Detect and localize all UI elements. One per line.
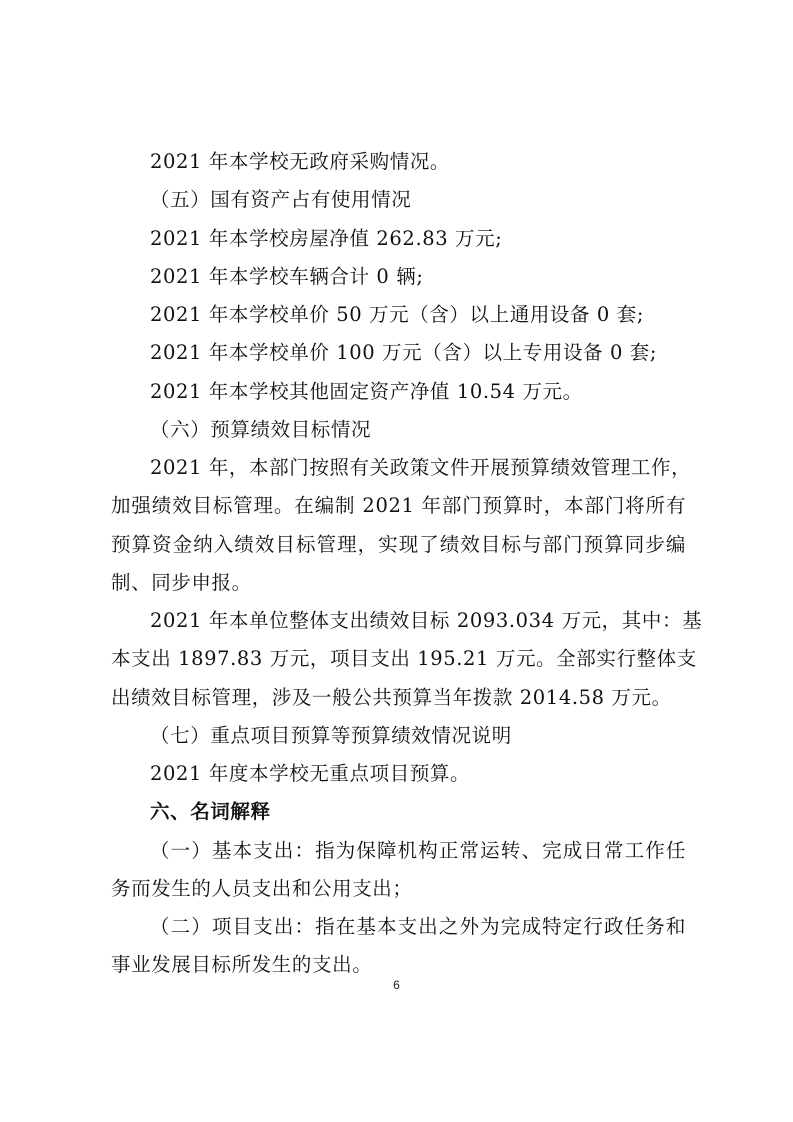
- paragraph-line: 加强绩效目标管理。在编制 2021 年部门预算时，本部门将所有: [111, 494, 686, 517]
- section-heading-glossary: 六、名词解释: [150, 800, 271, 823]
- text-line-procurement: 2021 年本学校无政府采购情况。: [150, 150, 451, 173]
- paragraph-line: 制、同步申报。: [111, 571, 252, 594]
- text-line-vehicles: 2021 年本学校车辆合计 0 辆;: [150, 265, 424, 288]
- heading-key-projects: （七）重点项目预算等预算绩效情况说明: [150, 724, 512, 747]
- paragraph-line: 2021 年，本部门按照有关政策文件开展预算绩效管理工作，: [150, 456, 692, 479]
- text-line-no-key-projects: 2021 年度本学校无重点项目预算。: [150, 762, 471, 785]
- paragraph-line: 2021 年本单位整体支出绩效目标 2093.034 万元，其中：基: [150, 609, 703, 632]
- text-line-building-value: 2021 年本学校房屋净值 262.83 万元;: [150, 227, 503, 250]
- page-number: 6: [393, 978, 400, 992]
- glossary-basic-expenditure-cont: 务而发生的人员支出和公用支出；: [111, 877, 413, 900]
- text-line-other-fixed-assets: 2021 年本学校其他固定资产净值 10.54 万元。: [150, 380, 583, 403]
- paragraph-line: 本支出 1897.83 万元，项目支出 195.21 万元。全部实行整体支: [111, 647, 697, 670]
- glossary-project-expenditure: （二）项目支出：指在基本支出之外为完成特定行政任务和: [150, 915, 686, 938]
- heading-performance-goals: （六）预算绩效目标情况: [150, 418, 372, 441]
- text-line-general-equipment: 2021 年本学校单价 50 万元（含）以上通用设备 0 套;: [150, 303, 645, 326]
- glossary-project-expenditure-cont: 事业发展目标所发生的支出。: [111, 953, 373, 976]
- paragraph-line: 预算资金纳入绩效目标管理，实现了绩效目标与部门预算同步编: [111, 533, 686, 556]
- heading-state-assets: （五）国有资产占有使用情况: [150, 188, 412, 211]
- paragraph-line: 出绩效目标管理，涉及一般公共预算当年拨款 2014.58 万元。: [111, 686, 672, 709]
- text-line-special-equipment: 2021 年本学校单价 100 万元（含）以上专用设备 0 套;: [150, 341, 658, 364]
- glossary-basic-expenditure: （一）基本支出：指为保障机构正常运转、完成日常工作任: [150, 839, 686, 862]
